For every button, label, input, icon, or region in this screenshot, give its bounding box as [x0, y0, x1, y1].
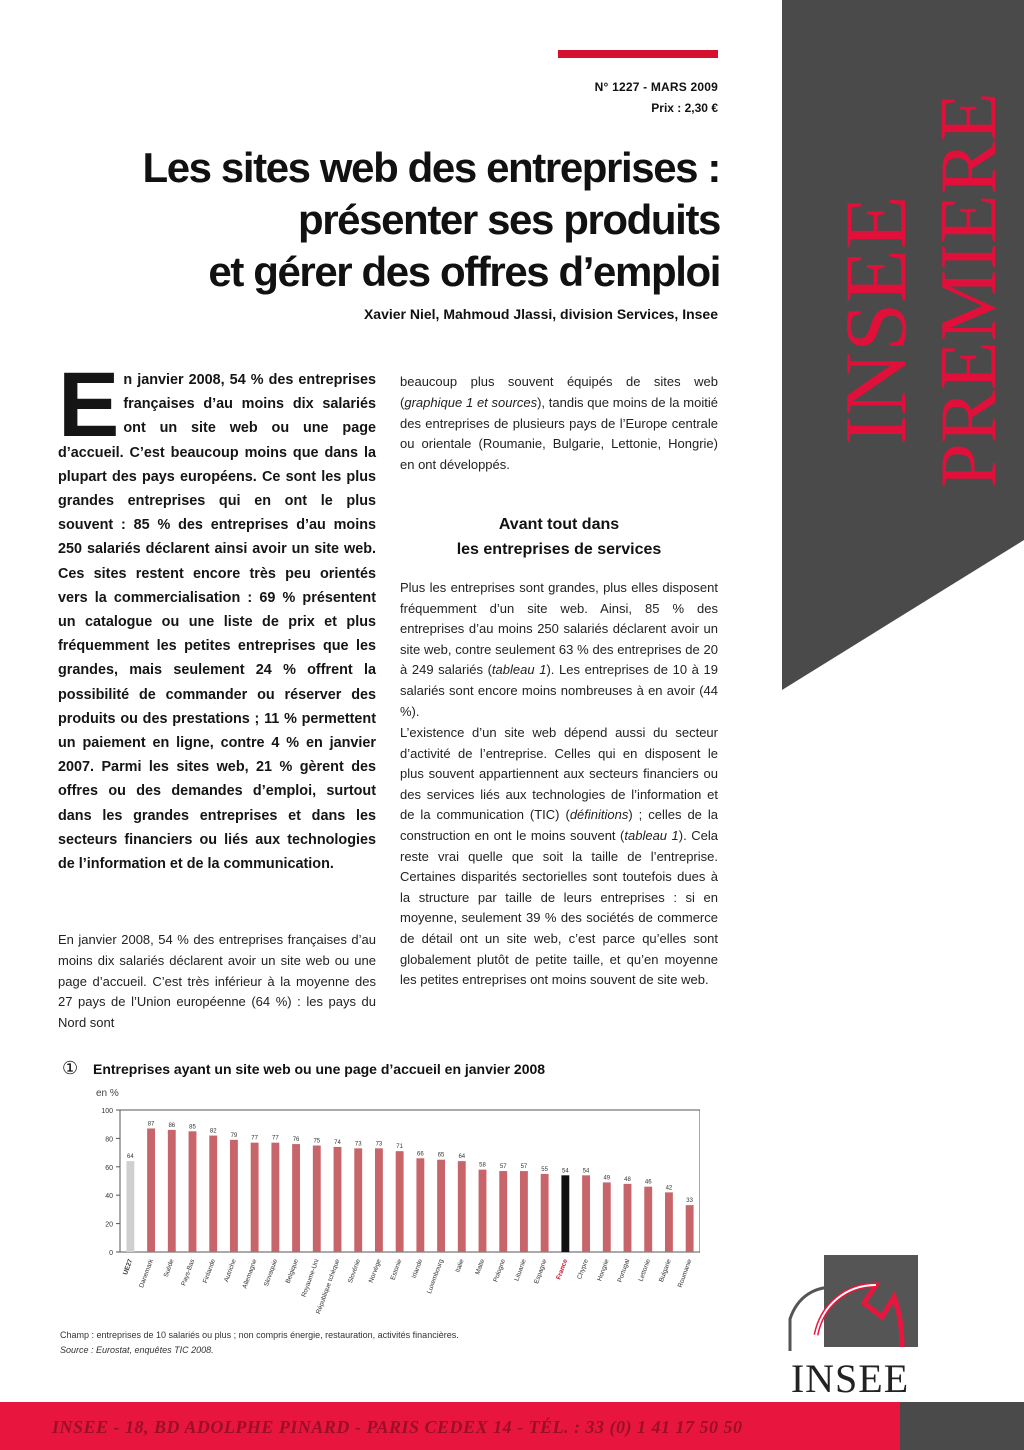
- section-heading: [400, 512, 718, 562]
- y-tick-label: 60: [105, 1164, 113, 1172]
- logo-wordmark: INSEE: [790, 1356, 910, 1401]
- title-line: et gérer des offres d’emploi: [208, 248, 720, 295]
- bar: [354, 1148, 362, 1252]
- issue-number: N° 1227 - MARS 2009: [594, 80, 718, 94]
- bar-value-label: 76: [292, 1137, 300, 1144]
- x-tick-label: Irlande: [410, 1258, 425, 1280]
- x-tick-label: République tchèque: [315, 1258, 342, 1316]
- header-red-rule: [558, 50, 718, 58]
- x-tick-label: Bulgarie: [658, 1258, 673, 1284]
- bar-value-label: 33: [686, 1198, 693, 1205]
- bar-value-label: 77: [251, 1135, 258, 1142]
- text-run: Plus les entreprises sont grandes, plus elles disposent fréquemment d’un site web. Ainsi, 85 % des entreprises d’au moins 250 salariés déclarent avoir un site web, contre seulement 63 % des entreprises de 20 à 249 salariés (: [400, 580, 718, 678]
- page-title: [90, 142, 720, 298]
- bar: [251, 1143, 259, 1252]
- x-tick-label: Chypre: [576, 1258, 590, 1281]
- x-tick-label: Norvège: [367, 1258, 383, 1284]
- bar: [271, 1143, 279, 1252]
- bar-value-label: 58: [479, 1162, 486, 1169]
- x-tick-label: Espagne: [533, 1258, 549, 1285]
- bar-value-label: 54: [582, 1168, 590, 1175]
- bar: [520, 1171, 528, 1252]
- x-tick-label: Finlande: [201, 1258, 218, 1285]
- bar: [126, 1161, 134, 1252]
- x-tick-label: Italie: [454, 1258, 466, 1274]
- y-tick-label: 0: [109, 1250, 113, 1257]
- bar: [479, 1170, 487, 1252]
- bar: [561, 1175, 569, 1252]
- bar: [230, 1140, 238, 1252]
- bar-value-label: 64: [127, 1154, 134, 1161]
- intro-text: n janvier 2008, 54 % des entreprises françaises d’au moins dix salariés ont un site web ou une page d’accueil. C’est beaucoup moins que dans la plupart des pays européens. Ce sont les plus grandes entreprises qui en ont le plus souvent : 85 % des entreprises d’au moins 250 salariés déclarent ainsi avoir un site web. Ces sites restent encore très peu orientés vers la commercialisation : 69 % présentent un catalogue ou une liste de prix et plus fréquemment les petites entreprises que les grandes, mais seulement 24 % offrent la possibilité de commander ou réserver des produits ou des prestations ; 11 % permettent un paiement en ligne, contre 4 % en janvier 2007. Parmi les sites web, 21 % gèrent des offres ou des demandes d’emploi, surtout dans les grandes entreprises et dans les secteurs financiers ou liés aux technologies de l’information et de la communication.: [58, 372, 376, 873]
- reference-link: graphique 1 et sources: [404, 394, 538, 410]
- bar: [189, 1131, 197, 1252]
- x-tick-label: Roumanie: [676, 1258, 694, 1289]
- x-tick-label: Slovénie: [346, 1258, 363, 1285]
- bar-value-label: 46: [644, 1179, 652, 1186]
- x-tick-label: Slovaquie: [262, 1258, 280, 1288]
- x-tick-label: Danemark: [138, 1258, 155, 1289]
- chart-title: Entreprises ayant un site web ou une page d’accueil en janvier 2008: [93, 1061, 546, 1077]
- bar-value-label: 57: [499, 1164, 507, 1171]
- brand-name-insee: INSEE: [828, 195, 925, 445]
- intro-summary: [58, 354, 376, 876]
- bar: [313, 1146, 321, 1253]
- footer-dark-block: [900, 1402, 1024, 1450]
- bar-value-label: 71: [396, 1144, 403, 1151]
- text-run: ), tandis que moins de la moitié des entreprises de plusieurs pays de l’Europe centrale ou orientale (Roumanie, Bulgarie, Lettonie, Hongrie) en ont développés.: [400, 394, 718, 473]
- body-paragraph-right-top: [400, 372, 718, 476]
- bar-value-label: 65: [437, 1152, 445, 1159]
- x-tick-label: Luxembourg: [426, 1258, 445, 1295]
- bar: [416, 1158, 424, 1252]
- title-line: présenter ses produits: [297, 196, 720, 243]
- dropcap-letter: E: [58, 354, 120, 456]
- bar-value-label: 75: [313, 1138, 321, 1145]
- bar-value-label: 73: [354, 1141, 362, 1148]
- section-heading-line: Avant tout dans: [498, 516, 620, 533]
- brand-name-premiere: PREMIERE: [925, 92, 1013, 488]
- x-tick-label: UE27: [122, 1258, 135, 1276]
- bar-value-label: 64: [458, 1154, 466, 1161]
- bar: [582, 1175, 590, 1252]
- brand-vertical-title: [815, 40, 1015, 540]
- bar: [644, 1187, 652, 1252]
- footer-address: INSEE - 18, BD ADOLPHE PINARD - PARIS CEDEX 14 - TÉL. : 33 (0) 1 41 17 50 50: [52, 1417, 743, 1437]
- chart-number-badge: ①: [62, 1058, 79, 1078]
- bar: [541, 1174, 549, 1252]
- bar-value-label: 42: [665, 1185, 673, 1192]
- bar-chart: [60, 1098, 700, 1338]
- x-tick-label: Autriche: [223, 1258, 238, 1284]
- bar-value-label: 82: [209, 1128, 217, 1135]
- bar-value-label: 87: [147, 1121, 155, 1128]
- x-tick-label: Pologne: [492, 1258, 508, 1284]
- section-heading-line: les entreprises de services: [456, 541, 662, 558]
- reference-link: tableau 1: [624, 827, 679, 843]
- authors: Xavier Niel, Mahmoud Jlassi, division Services, Insee: [363, 306, 718, 322]
- x-tick-label: Suède: [162, 1258, 176, 1279]
- text-run: ). Cela reste vrai quelle que soit la taille de l’entreprise. Certaines disparités sectorielles sont toutefois dues à la structure par taille de leurs entreprises : si en moyenne, seulement 39 % des sociétés de commerce de détail ont un site web, c’est parce qu’elles sont globalement plutôt de petite taille, et qu’en moyenne les petites entreprises ont moins souvent de site web.: [400, 827, 718, 988]
- bar-value-label: 77: [272, 1135, 279, 1142]
- bar: [209, 1136, 217, 1252]
- x-tick-label: Pays-Bas: [180, 1258, 197, 1287]
- x-tick-label: Malte: [474, 1258, 487, 1276]
- issue-price: Prix : 2,30 €: [651, 101, 718, 115]
- reference-link: définitions: [569, 807, 629, 823]
- bar-value-label: 73: [375, 1141, 383, 1148]
- bar: [168, 1130, 176, 1252]
- bar: [686, 1205, 694, 1252]
- bar: [292, 1144, 300, 1252]
- bar: [665, 1192, 673, 1252]
- bar-value-label: 85: [189, 1124, 196, 1131]
- x-tick-label: Hongrie: [596, 1258, 611, 1283]
- text-run: ). Les entreprises de 10 à 19 salariés sont encore moins nombreuses à en avoir (44 %).: [400, 662, 718, 719]
- bar: [458, 1161, 466, 1252]
- bar: [499, 1171, 507, 1252]
- text-run: L’existence d’un site web dépend aussi du secteur d’activité de l’entreprise. Celles qui en disposent le plus souvent appartiennent aux secteurs financiers ou des services liés aux technologies de l’information et de la communication (TIC) (: [400, 725, 718, 823]
- bar: [396, 1151, 404, 1252]
- bar: [603, 1182, 611, 1252]
- bar-value-label: 48: [624, 1176, 631, 1183]
- bar-value-label: 54: [562, 1168, 569, 1175]
- chart-frame: [120, 1110, 700, 1252]
- chart-unit-label: en %: [96, 1088, 119, 1099]
- x-tick-label: Portugal: [616, 1258, 632, 1284]
- body-paragraph-right-1: [400, 578, 718, 722]
- bar: [375, 1148, 383, 1252]
- x-tick-label: Estonie: [389, 1258, 404, 1282]
- x-tick-label: Lituanie: [513, 1258, 528, 1283]
- bar-value-label: 74: [334, 1139, 341, 1146]
- body-paragraph-right-2: [400, 723, 718, 991]
- chart-scope-note: Champ : entreprises de 10 salariés ou plus ; non compris énergie, restauration, activités financières.: [60, 1330, 459, 1340]
- bar-value-label: 49: [603, 1175, 611, 1182]
- text-run: beaucoup plus souvent équipés de sites web (: [400, 374, 718, 410]
- bar: [147, 1128, 155, 1252]
- body-paragraph-left: En janvier 2008, 54 % des entreprises françaises d’au moins dix salariés déclarent avoir un site web ou une page d’accueil. C’est très inférieur à la moyenne des 27 pays de l’Union européenne (64 %) : les pays du Nord sont: [58, 932, 376, 1031]
- x-tick-label: Allemagne: [241, 1258, 259, 1290]
- x-tick-label: Belgique: [284, 1258, 300, 1285]
- bar-value-label: 57: [520, 1164, 528, 1171]
- y-tick-label: 80: [105, 1136, 113, 1144]
- y-tick-label: 40: [105, 1193, 113, 1201]
- reference-link: tableau 1: [491, 662, 547, 678]
- bar-value-label: 55: [541, 1166, 548, 1173]
- bar-value-label: 79: [230, 1132, 238, 1139]
- x-tick-label: Royaume-Uni: [300, 1258, 321, 1299]
- x-tick-label: Lettonie: [637, 1258, 653, 1283]
- text-run: ) ; celles de la construction en ont le moins souvent (: [400, 807, 718, 843]
- bar-value-label: 66: [417, 1151, 424, 1158]
- x-tick-label: France: [555, 1258, 570, 1281]
- chart-source-note: Source : Eurostat, enquêtes TIC 2008.: [60, 1345, 214, 1355]
- bar-value-label: 86: [168, 1122, 176, 1129]
- y-tick-label: 20: [105, 1221, 113, 1229]
- bar: [624, 1184, 632, 1252]
- y-tick-label: 100: [101, 1108, 113, 1115]
- bar: [334, 1147, 342, 1252]
- title-line: Les sites web des entreprises :: [142, 144, 720, 191]
- bar: [437, 1160, 445, 1252]
